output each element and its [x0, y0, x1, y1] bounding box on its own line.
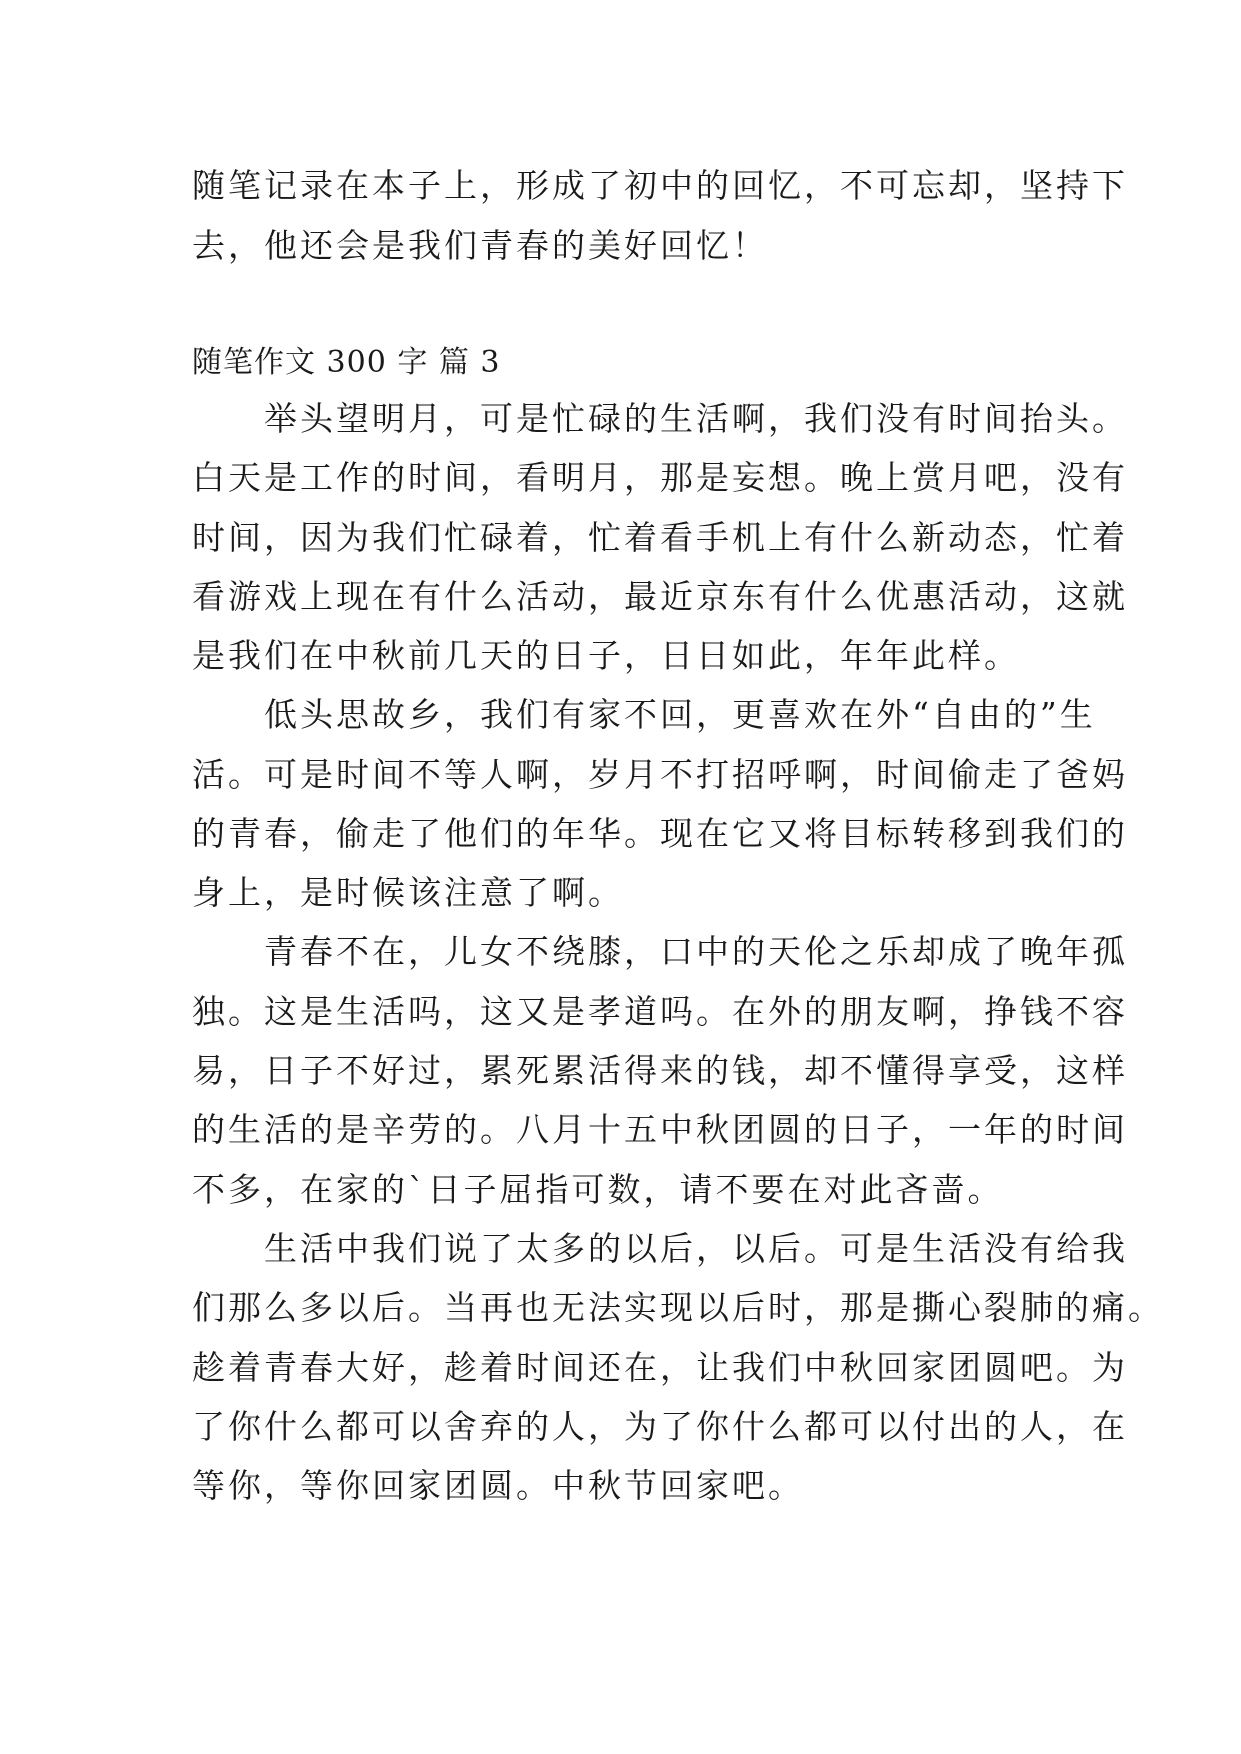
continuation-line: 随笔记录在本子上，形成了初中的回忆，不可忘却，坚持下 [192, 166, 1128, 205]
paragraph-2-line: 的青春，偷走了他们的年华。现在它又将目标转移到我们的 [192, 814, 1128, 853]
paragraph-3-line: 易，日子不好过，累死累活得来的钱，却不懂得享受，这样 [192, 1051, 1128, 1090]
paragraph-4-line: 生活中我们说了太多的以后，以后。可是生活没有给我 [192, 1229, 1128, 1268]
paragraph-1-line: 白天是工作的时间，看明月，那是妄想。晚上赏月吧，没有 [192, 458, 1128, 497]
paragraph-4-line: 趁着青春大好，趁着时间还在，让我们中秋回家团圆吧。为 [192, 1348, 1128, 1387]
paragraph-1-line: 举头望明月，可是忙碌的生活啊，我们没有时间抬头。 [192, 399, 1128, 438]
paragraph-1-line: 时间，因为我们忙碌着，忙着看手机上有什么新动态，忙着 [192, 518, 1128, 557]
paragraph-2-line: 身上，是时候该注意了啊。 [192, 873, 624, 912]
paragraph-3-line: 不多，在家的`日子屈指可数，请不要在对此吝啬。 [192, 1170, 1004, 1209]
section-title: 随笔作文 300 字 篇 3 [192, 345, 501, 380]
paragraph-4-line: 了你什么都可以舍弃的人，为了你什么都可以付出的人，在 [192, 1407, 1128, 1446]
paragraph-4-line: 等你，等你回家团圆。中秋节回家吧。 [192, 1466, 804, 1505]
paragraph-2-line: 活。可是时间不等人啊，岁月不打招呼啊，时间偷走了爸妈 [192, 755, 1128, 794]
paragraph-1-line: 是我们在中秋前几天的日子，日日如此，年年此样。 [192, 636, 1020, 675]
continuation-line: 去，他还会是我们青春的美好回忆！ [192, 226, 768, 265]
paragraph-3-line: 青春不在，儿女不绕膝，口中的天伦之乐却成了晚年孤 [192, 932, 1128, 971]
paragraph-3-line: 独。这是生活吗，这又是孝道吗。在外的朋友啊，挣钱不容 [192, 992, 1128, 1031]
paragraph-4-line: 们那么多以后。当再也无法实现以后时，那是撕心裂肺的痛。 [192, 1288, 1164, 1327]
paragraph-2-line: 低头思故乡，我们有家不回，更喜欢在外“自由的”生 [192, 695, 1096, 734]
paragraph-3-line: 的生活的是辛劳的。八月十五中秋团圆的日子，一年的时间 [192, 1110, 1128, 1149]
paragraph-1-line: 看游戏上现在有什么活动，最近京东有什么优惠活动，这就 [192, 577, 1128, 616]
